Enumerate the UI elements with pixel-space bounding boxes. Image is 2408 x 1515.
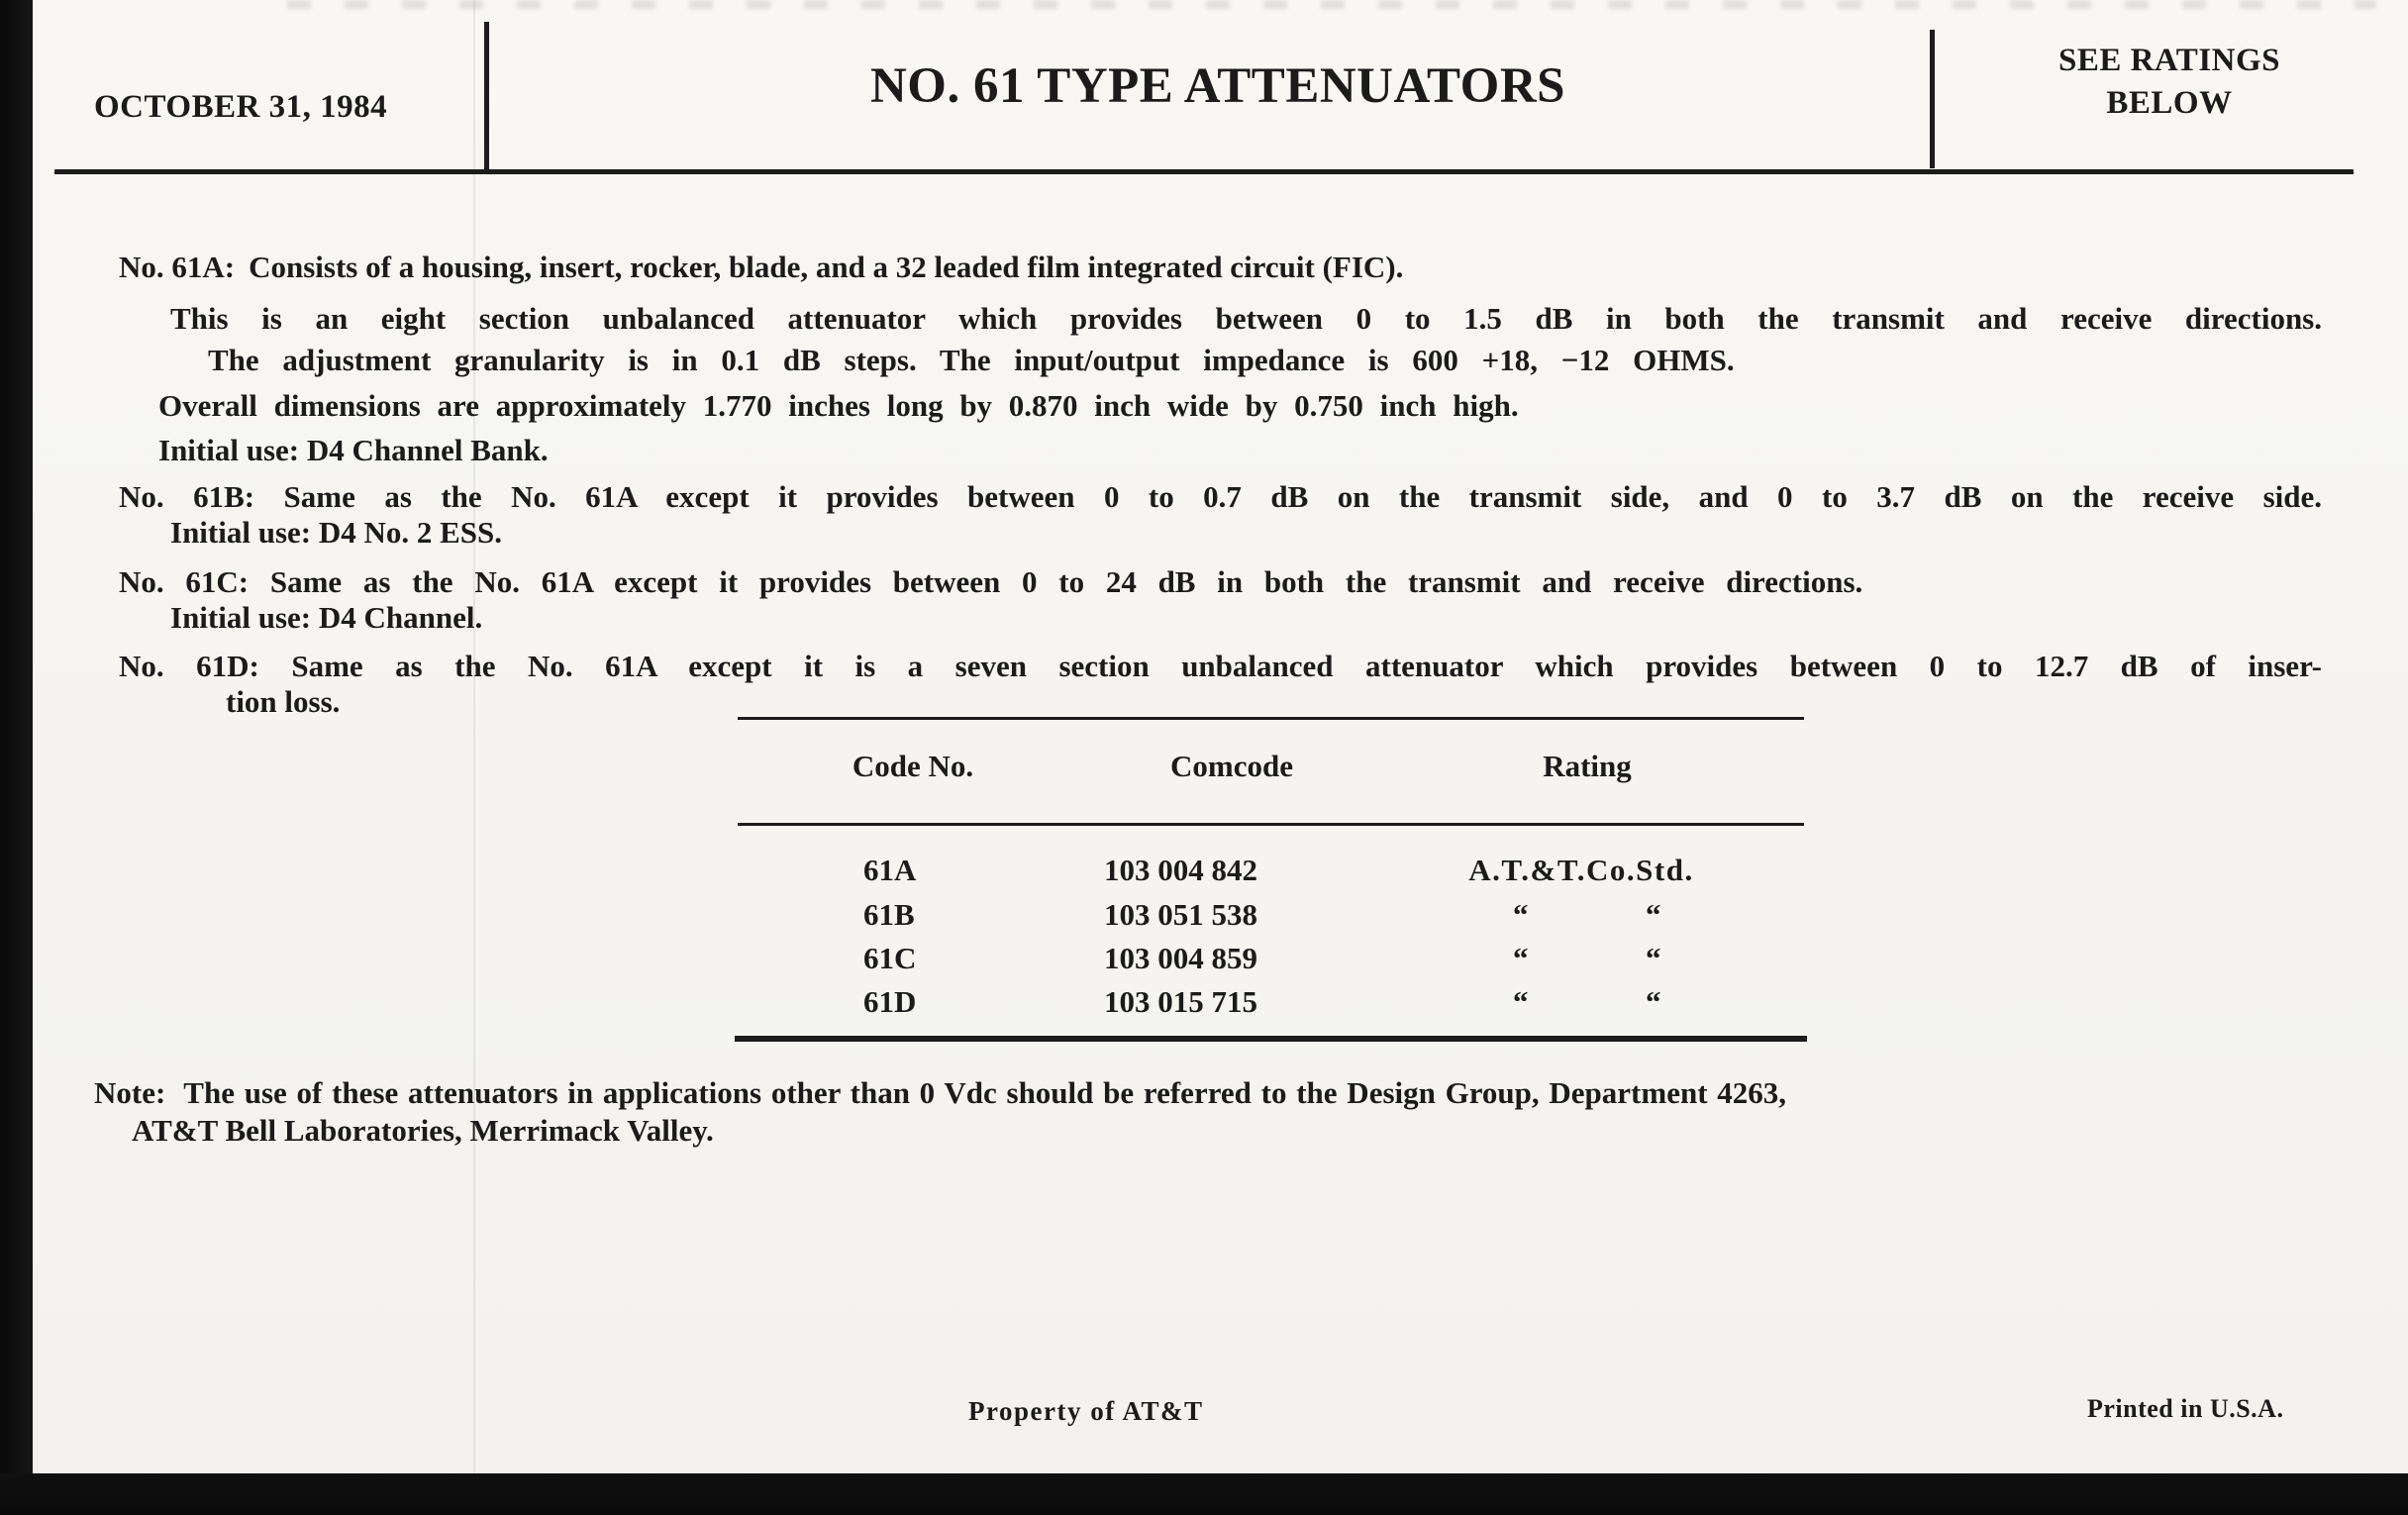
issue-date: OCTOBER 31, 1984 xyxy=(94,89,388,125)
footer-property-of: Property of AT&T xyxy=(968,1396,1204,1426)
table-cell-rating: A.T.&T.Co.Std. xyxy=(1468,853,1694,887)
table-cell-code: 61A xyxy=(863,853,917,887)
ratings-note-line1: SEE RATINGS xyxy=(2057,43,2281,78)
note-label: Note: xyxy=(94,1075,166,1110)
section-61a-line3: The adjustment granularity is in 0.1 dB steps. The input/output impedance is 600 +18, −12 OHMS. xyxy=(208,343,1735,377)
section-61a-line2: This is an eight section unbalanced attenuator which provides between 0 to 1.5 dB in both the transmit and receive directions. xyxy=(170,301,2322,336)
table-rule-mid xyxy=(738,823,1804,826)
scan-edge-band-left xyxy=(0,0,33,1515)
section-61d-text1: Same as the No. 61A except it is a seven section unbalanced attenuator which provides between 0 to 12.7 dB of inser- xyxy=(291,649,2322,683)
table-header-code-no: Code No. xyxy=(852,749,974,783)
note-line2: AT&T Bell Laboratories, Merrimack Valley. xyxy=(132,1113,714,1148)
table-cell-ditto-mark: “ xyxy=(1513,941,1529,975)
table-cell-comcode: 103 004 859 xyxy=(1104,941,1257,975)
table-header-rating: Rating xyxy=(1543,749,1632,783)
paper-crease-line xyxy=(473,0,475,1473)
header-rule xyxy=(54,169,2354,174)
section-61c-line2: Initial use: D4 Channel. xyxy=(170,600,483,635)
paper-background xyxy=(33,0,2408,1473)
section-61a-text1: Consists of a housing, insert, rocker, blade, and a 32 leaded film integrated circuit (FIC). xyxy=(249,250,1404,284)
header-divider-right xyxy=(1930,30,1935,168)
table-cell-comcode: 103 015 715 xyxy=(1104,984,1257,1019)
section-61c-text1: Same as the No. 61A except it provides between 0 to 24 dB in both the transmit and receive directions. xyxy=(269,564,1863,599)
table-header-comcode: Comcode xyxy=(1170,749,1293,783)
table-cell-ditto-mark: “ xyxy=(1646,941,1661,975)
section-61d-line2: tion loss. xyxy=(226,684,341,719)
table-cell-ditto-mark: “ xyxy=(1646,984,1661,1019)
section-61b-text1: Same as the No. 61A except it provides between 0 to 0.7 dB on the transmit side, and 0 to 3.7 dB on the receive side. xyxy=(283,479,2323,514)
section-61a-line4: Overall dimensions are approximately 1.770 inches long by 0.870 inch wide by 0.750 inch high. xyxy=(158,388,1519,423)
table-cell-ditto-mark: “ xyxy=(1513,897,1529,932)
section-61a-line1 xyxy=(119,250,1403,285)
table-cell-comcode: 103 051 538 xyxy=(1104,897,1257,932)
table-cell-comcode: 103 004 842 xyxy=(1104,853,1257,887)
section-61b-line2: Initial use: D4 No. 2 ESS. xyxy=(170,515,503,550)
document-title: NO. 61 TYPE ATTENUATORS xyxy=(869,58,1566,114)
section-61a-label: No. 61A: xyxy=(119,250,236,284)
note-text1: The use of these attenuators in applications other than 0 Vdc should be referred to the Design Group, Department 4263, xyxy=(183,1075,1787,1110)
note-line1 xyxy=(94,1075,1786,1111)
footer-printed-in: Printed in U.S.A. xyxy=(2087,1394,2284,1423)
scan-edge-band-bottom xyxy=(0,1473,2408,1515)
table-rule-bottom xyxy=(735,1036,1807,1042)
ratings-note xyxy=(1941,40,2398,125)
section-61b-label: No. 61B: xyxy=(119,479,255,514)
table-rule-top xyxy=(738,717,1804,720)
section-61d-line1 xyxy=(119,649,2322,684)
table-cell-ditto-mark: “ xyxy=(1513,984,1529,1019)
table-cell-code: 61B xyxy=(863,897,915,932)
header-divider-left xyxy=(484,22,489,170)
table-cell-ditto-mark: “ xyxy=(1646,897,1661,932)
scan-ghost-text-strip xyxy=(287,0,2376,9)
table-cell-code: 61D xyxy=(863,984,917,1019)
section-61b-line1 xyxy=(119,479,2322,515)
table-cell-code: 61C xyxy=(863,941,917,975)
section-61c-line1 xyxy=(119,564,1862,600)
ratings-note-line2: BELOW xyxy=(2106,85,2233,121)
section-61c-label: No. 61C: xyxy=(119,564,250,599)
section-61d-label: No. 61D: xyxy=(119,649,259,683)
section-61a-line5: Initial use: D4 Channel Bank. xyxy=(158,433,549,467)
